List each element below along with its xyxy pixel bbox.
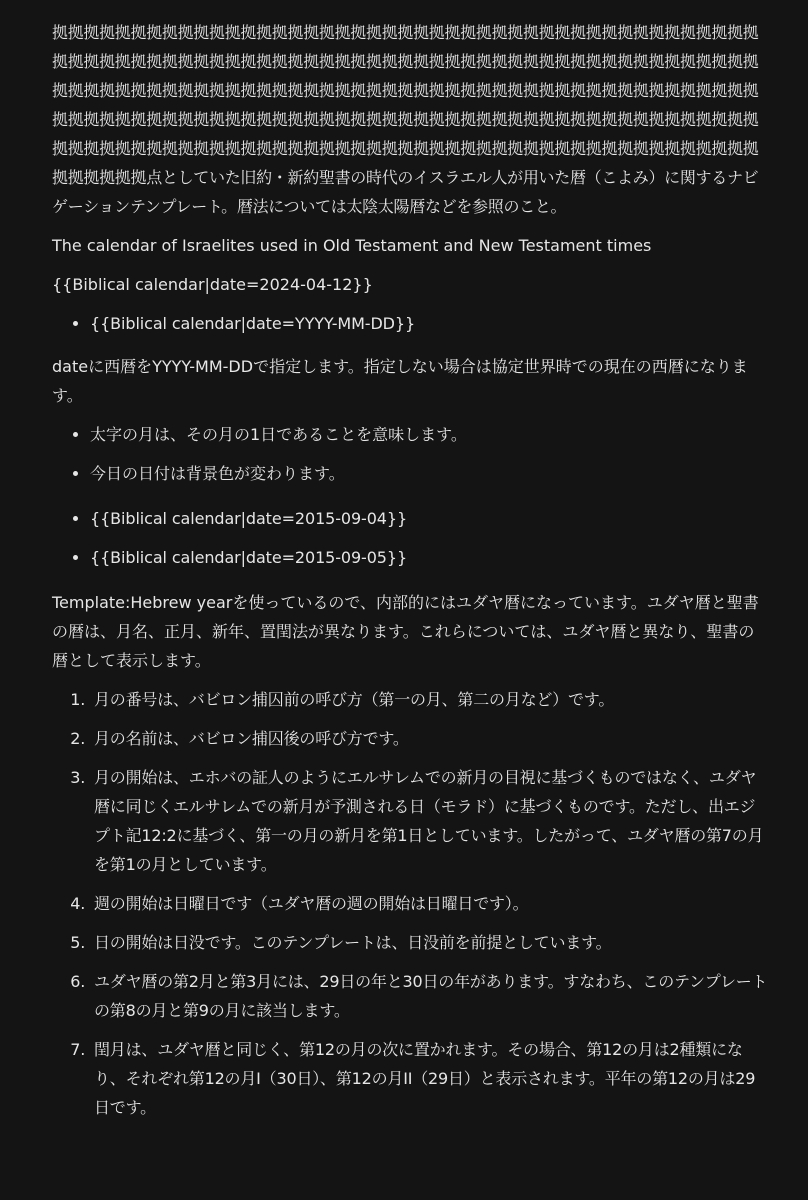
list-item: 6. ユダヤ暦の第2月と第3月には、29日の年と30日の年があります。すなわち、このテンプレートの第8の月と第9の月に該当します。 [90,967,768,1025]
list-item: • 太字の月は、その月の1日であることを意味します。 [90,420,768,449]
syntax-list [52,309,768,338]
list-item: • {{Biblical calendar|date=2015-09-04}} [90,504,768,533]
hebrew-year-paragraph: Template:Hebrew yearを使っているので、内部的にはユダヤ暦になっています。ユダヤ暦と聖書の暦は、月名、正月、新年、置閏法が異なります。これらについては、ユダヤ暦と異なり、聖書の暦として表示します。 [52,593,759,670]
list-item: • {{Biblical calendar|date=YYYY-MM-DD}} [90,309,768,338]
intro-english-paragraph: The calendar of Israelites used in Old Testament and New Testament times [52,236,652,255]
list-item: • {{Biblical calendar|date=2015-09-05}} [90,543,768,572]
list-item: • 今日の日付は背景色が変わります。 [90,459,768,488]
list-item: 7. 閏月は、ユダヤ暦と同じく、第12の月の次に置かれます。その場合、第12の月は2種類になり、それぞれ第12の月I（30日）、第12の月II（29日）と表示されます。平年の第12の月は29日です。 [90,1035,768,1122]
list-item: 4. 週の開始は日曜日です（ユダヤ暦の週の開始は日曜日です）。 [90,889,768,918]
list-item: 1. 月の番号は、バビロン捕囚前の呼び方（第一の月、第二の月など）です。 [90,685,768,714]
display-notes-list [52,420,768,488]
differences-list [52,685,768,1122]
example-call: {{Biblical calendar|date=2024-04-12}} [52,275,373,294]
list-item: 5. 日の開始は日没です。このテンプレートは、日没前を前提としています。 [90,928,768,957]
date-parameter-description: dateに西暦をYYYY-MM-DDで指定します。指定しない場合は協定世界時での現在の西暦になります。 [52,357,748,405]
intro-japanese-paragraph: 拠拠拠拠拠拠拠拠拠拠拠拠拠拠拠拠拠拠拠拠拠拠拠拠拠拠拠拠拠拠拠拠拠拠拠拠拠拠拠拠拠拠拠拠拠拠拠拠拠拠拠拠拠拠拠拠拠拠拠拠拠拠拠拠拠拠拠拠拠拠拠拠拠拠拠拠拠拠拠拠拠拠拠拠拠拠拠拠拠拠拠拠拠拠拠拠拠拠拠拠拠拠拠拠拠拠拠拠拠拠拠拠拠拠拠拠拠拠拠拠拠拠拠拠拠拠拠拠拠拠拠拠拠拠拠拠拠拠拠拠拠拠拠拠拠拠拠拠拠拠拠拠拠拠拠拠拠拠拠拠拠拠拠拠拠拠拠拠拠拠拠拠拠拠拠拠拠拠拠拠拠拠拠拠拠拠拠拠拠拠拠拠拠拠拠拠拠拠拠拠拠拠拠拠拠拠拠拠拠拠拠拠拠拠拠拠拠拠拠拠拠拠拠拠拠拠拠拠拠拠拠点としていた旧約・新約聖書の時代のイスラエル人が用いた暦（こよみ）に関するナビゲーションテンプレート。暦法については太陰太陽暦などを参照のこと。 [52,23,759,216]
list-item: 3. 月の開始は、エホバの証人のようにエルサレムでの新月の目視に基づくものではなく、ユダヤ暦に同じくエルサレムでの新月が予測される日（モラド）に基づくものです。ただし、出エジプト記12:2に基づく、第一の月の新月を第1日としています。したがって、ユダヤ暦の第7の月を第1の月としています。 [90,763,768,879]
examples-list [52,504,768,572]
list-item: 2. 月の名前は、バビロン捕囚後の呼び方です。 [90,724,768,753]
